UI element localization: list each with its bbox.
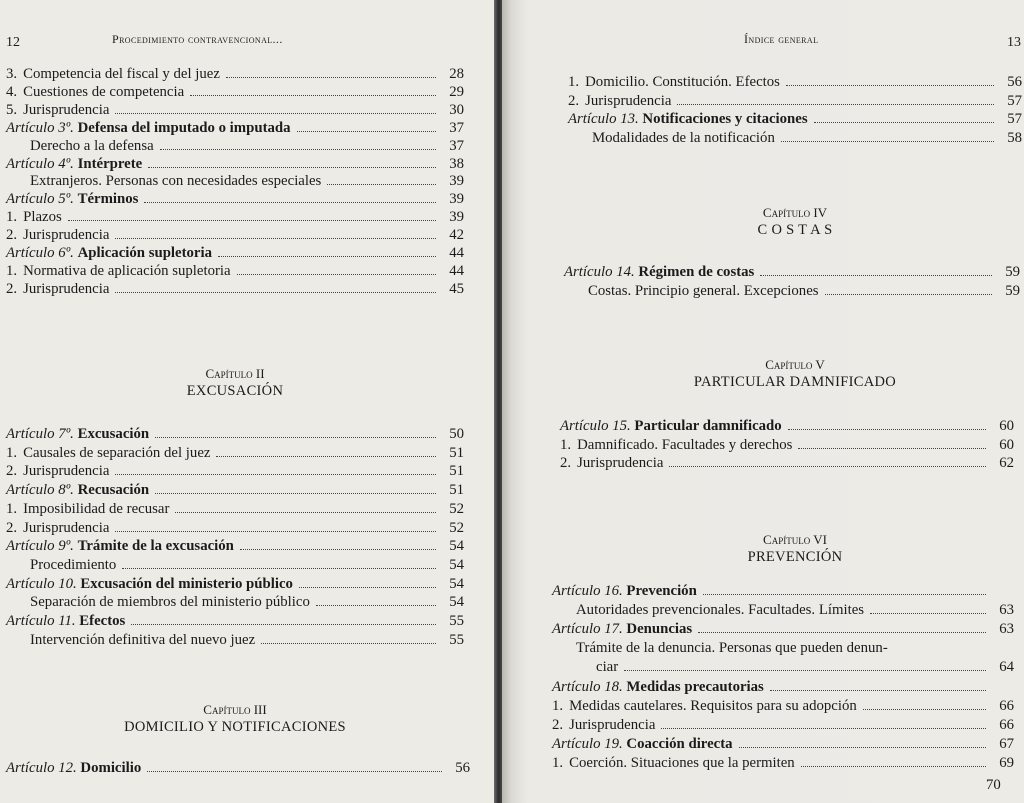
entry-number: 2. (568, 92, 580, 109)
article-label: Artículo 13. (568, 111, 639, 128)
dot-leader (316, 605, 436, 606)
dot-leader (299, 587, 436, 588)
page-ref: 52 (449, 519, 464, 536)
entry-number: 1. (6, 262, 18, 279)
page-ref: 29 (449, 83, 464, 100)
dot-leader (327, 184, 436, 185)
entry-text (568, 93, 671, 109)
toc-entry (6, 576, 464, 592)
entry-number: 1. (552, 697, 564, 714)
article-label: Artículo 5º. (6, 191, 74, 208)
entry-label: Medidas cautelares. Requisitos para su adopción (569, 697, 857, 714)
article-title: Efectos (79, 613, 126, 629)
entry-number: 1. (6, 500, 18, 517)
page-ref: 57 (1007, 92, 1022, 109)
right-page (502, 0, 1024, 803)
toc-entry (588, 283, 1020, 299)
entry-text (6, 263, 231, 279)
entry-label: Costas. Principio general. Excepciones (588, 283, 819, 299)
entry-text (6, 538, 234, 554)
toc-entry (568, 111, 1022, 127)
article-title: Recusación (77, 482, 150, 499)
entry-text (6, 613, 125, 629)
page-ref: 67 (999, 735, 1014, 752)
entry-label: Separación de miembros del ministerio público (30, 594, 310, 611)
entry-text (552, 717, 655, 733)
entry-text (6, 281, 109, 297)
article-label: Artículo 12. (6, 760, 77, 776)
dot-leader (237, 274, 436, 275)
entry-text (6, 102, 109, 118)
chapter-title: DOMICILIO Y NOTIFICACIONES (124, 719, 346, 735)
entry-label: Competencia del fiscal y del juez (23, 66, 220, 82)
entry-label: Causales de separación del juez (23, 444, 211, 461)
page-ref: 51 (449, 444, 464, 461)
entry-text (588, 283, 819, 299)
dot-leader (261, 643, 436, 644)
entry-number: 1. (560, 436, 572, 453)
entry-label: Jurisprudencia (569, 716, 656, 733)
entry-text (6, 209, 62, 225)
entry-text (560, 455, 663, 471)
dot-leader (781, 141, 994, 142)
toc-entry (6, 102, 464, 118)
toc-entry (6, 263, 464, 279)
entry-label: Jurisprudencia (577, 455, 664, 471)
dot-leader (863, 709, 986, 710)
toc-entry (552, 698, 1014, 714)
toc-entry (6, 281, 464, 297)
page-ref-last: 70 (986, 777, 1001, 793)
article-label: Artículo 19. (552, 735, 623, 752)
entry-text (6, 520, 109, 536)
page-ref: 55 (449, 631, 464, 648)
entry-number: 1. (6, 444, 18, 461)
article-label: Artículo 14. (564, 264, 635, 280)
article-title: Coacción directa (626, 735, 733, 752)
dot-leader (669, 466, 986, 467)
article-title: Defensa del imputado o imputada (77, 119, 291, 136)
toc-entry (552, 717, 1014, 733)
page-ref: 51 (449, 463, 464, 480)
page-number-right: 13 (1007, 35, 1021, 50)
running-header-left: Procedimiento contravencional... (112, 32, 283, 46)
toc-entry (592, 130, 1022, 146)
dot-leader (825, 294, 992, 295)
entry-number: 2. (552, 716, 564, 733)
dot-leader (68, 220, 436, 221)
entry-label: Jurisprudencia (585, 92, 672, 109)
entry-label: Jurisprudencia (23, 227, 110, 244)
dot-leader (147, 771, 442, 772)
chapter-title: EXCUSACIÓN (186, 383, 284, 399)
entry-label: Plazos (23, 209, 62, 226)
toc-entry (6, 613, 464, 629)
entry-number: 3. (6, 66, 18, 82)
toc-entry (6, 245, 464, 261)
page-ref: 37 (449, 137, 464, 154)
toc-entry (568, 74, 1022, 90)
toc-entry (6, 84, 464, 100)
page-ref: 66 (999, 716, 1014, 733)
dot-leader (115, 531, 436, 532)
entry-label: ciar (596, 659, 619, 676)
article-label: Artículo 3º. (6, 119, 74, 136)
toc-entry (576, 602, 1014, 618)
entry-label: Modalidades de la notificación (592, 129, 775, 146)
entry-label: Jurisprudencia (23, 280, 110, 297)
toc-entry (6, 520, 464, 536)
dot-leader (155, 493, 436, 494)
article-title: Notificaciones y citaciones (642, 111, 808, 128)
page-ref: 55 (449, 613, 464, 629)
article-label: Artículo 17. (552, 621, 623, 638)
page-ref: 69 (999, 754, 1014, 771)
running-header-right: Índice general (744, 32, 819, 46)
article-label: Artículo 8º. (6, 482, 74, 499)
page-ref: 44 (449, 262, 464, 279)
toc-entry (6, 760, 470, 776)
entry-text (564, 264, 754, 280)
dot-leader (786, 85, 994, 86)
toc-entry (6, 156, 464, 172)
article-title: Domicilio (80, 760, 142, 776)
entry-label: Extranjeros. Personas con necesidades especiales (30, 173, 322, 190)
entry-text (6, 227, 109, 243)
entry-text (552, 621, 692, 637)
entry-text (568, 111, 808, 127)
page-ref: 56 (1007, 74, 1022, 90)
entry-text (560, 437, 792, 453)
chapter-label: Capítulo IV (762, 205, 828, 220)
entry-text (6, 66, 220, 82)
dot-leader (175, 512, 436, 513)
page-ref: 54 (449, 575, 464, 592)
dot-leader (240, 549, 436, 550)
chapter-title: PREVENCIÓN (747, 549, 843, 565)
toc-entry (576, 640, 1014, 656)
toc-entry (552, 755, 1014, 771)
page-ref: 58 (1007, 129, 1022, 146)
toc-entry (560, 437, 1014, 453)
toc-entry (6, 120, 464, 136)
page-ref: 63 (999, 621, 1014, 638)
dot-leader (801, 766, 986, 767)
toc-entry (552, 736, 1014, 752)
toc-entry (30, 138, 464, 154)
toc-entry (560, 418, 1014, 434)
article-title: Términos (77, 191, 139, 208)
dot-leader (677, 104, 994, 105)
toc-entry (560, 455, 1014, 471)
dot-leader (115, 292, 436, 293)
page-ref: 30 (449, 101, 464, 118)
page-ref: 59 (1005, 264, 1020, 280)
article-title: Régimen de costas (638, 264, 755, 280)
entry-text (6, 156, 142, 172)
left-page (0, 0, 496, 803)
dot-leader (788, 429, 986, 430)
article-label: Artículo 11. (6, 613, 76, 629)
article-title: Denuncias (626, 621, 693, 638)
toc-entry (6, 482, 464, 498)
page-ref: 39 (449, 209, 464, 226)
entry-label: Cuestiones de competencia (23, 83, 185, 100)
toc-entry (552, 621, 1014, 637)
page-ref: 39 (449, 173, 464, 190)
entry-label: Jurisprudencia (23, 101, 110, 118)
entry-text (6, 426, 149, 442)
chapter-label: Capítulo VI (763, 532, 827, 547)
entry-label: Normativa de aplicación supletoria (23, 262, 231, 279)
entry-text (6, 120, 291, 136)
entry-label: Jurisprudencia (23, 463, 110, 480)
article-label: Artículo 7º. (6, 426, 74, 442)
dot-leader (739, 747, 986, 748)
entry-label: Procedimiento (30, 556, 117, 573)
entry-text (30, 138, 154, 154)
chapter-title: PARTICULAR DAMNIFICADO (693, 374, 897, 390)
entry-number: 1. (552, 754, 564, 771)
dot-leader (216, 456, 436, 457)
dot-leader (115, 474, 436, 475)
entry-label: Autoridades prevencionales. Facultades. Límites (576, 602, 865, 619)
entry-label: Damnificado. Facultades y derechos (577, 436, 793, 453)
entry-text (6, 760, 141, 776)
page-ref: 45 (449, 280, 464, 297)
toc-entry (6, 227, 464, 243)
entry-text (6, 463, 109, 479)
toc-entry (6, 538, 464, 554)
toc-entry (30, 173, 464, 189)
page-ref: 60 (999, 418, 1014, 434)
page-ref: 51 (449, 482, 464, 499)
page-ref: 62 (999, 455, 1014, 471)
entry-label: Trámite de la denuncia. Personas que pueden denun- (576, 640, 888, 657)
entry-text (552, 736, 733, 752)
dot-leader (770, 690, 986, 691)
entry-text (6, 245, 212, 261)
entry-label: Imposibilidad de recusar (23, 500, 170, 517)
dot-leader (703, 594, 986, 595)
entry-number: 2. (6, 519, 18, 536)
toc-entry (30, 557, 464, 573)
entry-text (6, 501, 169, 517)
page-ref: 66 (999, 697, 1014, 714)
article-title: Trámite de la excusación (77, 538, 234, 555)
article-title: Aplicación supletoria (77, 245, 213, 261)
entry-label: Coerción. Situaciones que la permiten (569, 754, 795, 771)
page-ref: 37 (449, 119, 464, 136)
dot-leader (760, 275, 992, 276)
chapter-title: C O S T A S (757, 222, 833, 238)
entry-text (6, 191, 138, 207)
toc-entry (6, 445, 464, 461)
entry-number: 2. (560, 455, 572, 471)
dot-leader (148, 167, 436, 168)
entry-number: 1. (6, 209, 18, 226)
dot-leader (144, 202, 436, 203)
entry-text (552, 583, 697, 599)
dot-leader (131, 624, 436, 625)
dot-leader (297, 131, 436, 132)
dot-leader (661, 728, 986, 729)
dot-leader (122, 568, 436, 569)
entry-text (568, 74, 780, 90)
entry-label: Intervención definitiva del nuevo juez (30, 631, 256, 648)
article-label: Artículo 9º. (6, 538, 74, 555)
chapter-label: Capítulo V (765, 357, 825, 372)
article-label: Artículo 6º. (6, 245, 74, 261)
entry-text (30, 173, 321, 189)
toc-entry (6, 501, 464, 517)
page-ref: 64 (999, 659, 1014, 676)
article-title: Prevención (626, 583, 697, 599)
page-ref: 54 (449, 538, 464, 555)
page-ref: 39 (449, 191, 464, 208)
toc-entry (564, 264, 1020, 280)
entry-text (560, 418, 782, 434)
toc-entry (30, 594, 464, 610)
entry-number: 1. (568, 74, 580, 90)
page-ref: 38 (449, 155, 464, 172)
page-ref: 50 (449, 426, 464, 442)
toc-entry (552, 583, 1014, 599)
dot-leader (190, 95, 436, 96)
entry-text (552, 755, 795, 771)
page-ref: 44 (449, 245, 464, 261)
dot-leader (624, 670, 986, 671)
dot-leader (155, 437, 436, 438)
toc-entry (596, 659, 1014, 675)
entry-label: Domicilio. Constitución. Efectos (585, 74, 780, 90)
entry-text (552, 679, 764, 695)
page-ref: 42 (449, 227, 464, 244)
article-label: Artículo 4º. (6, 155, 74, 172)
entry-text (552, 698, 857, 714)
entry-text (576, 602, 864, 618)
page-ref: 54 (449, 594, 464, 611)
page-ref: 56 (455, 760, 470, 776)
page-ref: 28 (449, 66, 464, 82)
page-ref: 57 (1007, 111, 1022, 128)
page-number-left: 12 (6, 35, 20, 50)
article-label: Artículo 18. (552, 678, 623, 695)
toc-entry (6, 191, 464, 207)
entry-text (6, 482, 149, 498)
toc-entry (568, 93, 1022, 109)
article-title: Excusación (77, 426, 150, 442)
entry-label: Derecho a la defensa (30, 137, 154, 154)
article-title: Medidas precautorias (626, 678, 764, 695)
article-label: Artículo 10. (6, 575, 77, 592)
dot-leader (226, 77, 436, 78)
article-title: Excusación del ministerio público (80, 575, 293, 592)
entry-text (596, 659, 618, 675)
entry-text (576, 640, 888, 656)
article-title: Particular damnificado (634, 418, 782, 434)
entry-text (30, 557, 116, 573)
page-ref: 63 (999, 602, 1014, 619)
dot-leader (698, 632, 986, 633)
toc-entry (6, 66, 464, 82)
toc-entry (552, 679, 1014, 695)
dot-leader (115, 238, 436, 239)
entry-number: 2. (6, 227, 18, 244)
entry-text (6, 576, 293, 592)
entry-text (6, 445, 210, 461)
article-title: Intérprete (77, 155, 143, 172)
dot-leader (870, 613, 986, 614)
page-ref: 60 (999, 436, 1014, 453)
entry-text (6, 84, 184, 100)
dot-leader (115, 113, 436, 114)
chapter-label: Capítulo II (205, 366, 265, 381)
entry-number: 2. (6, 280, 18, 297)
page-ref: 52 (449, 500, 464, 517)
chapter-label: Capítulo III (203, 702, 267, 717)
entry-number: 4. (6, 83, 18, 100)
page-ref: 54 (449, 556, 464, 573)
toc-entry (6, 463, 464, 479)
entry-text (30, 594, 310, 610)
dot-leader (160, 149, 436, 150)
entry-number: 2. (6, 463, 18, 480)
article-label: Artículo 15. (560, 418, 631, 434)
entry-text (30, 632, 255, 648)
dot-leader (798, 448, 986, 449)
page-ref: 59 (1005, 283, 1020, 299)
entry-text (592, 130, 775, 146)
article-label: Artículo 16. (552, 583, 623, 599)
toc-entry (6, 426, 464, 442)
toc-entry (6, 209, 464, 225)
entry-number: 5. (6, 101, 18, 118)
dot-leader (218, 256, 436, 257)
entry-label: Jurisprudencia (23, 519, 110, 536)
dot-leader (814, 122, 994, 123)
toc-entry (30, 632, 464, 648)
